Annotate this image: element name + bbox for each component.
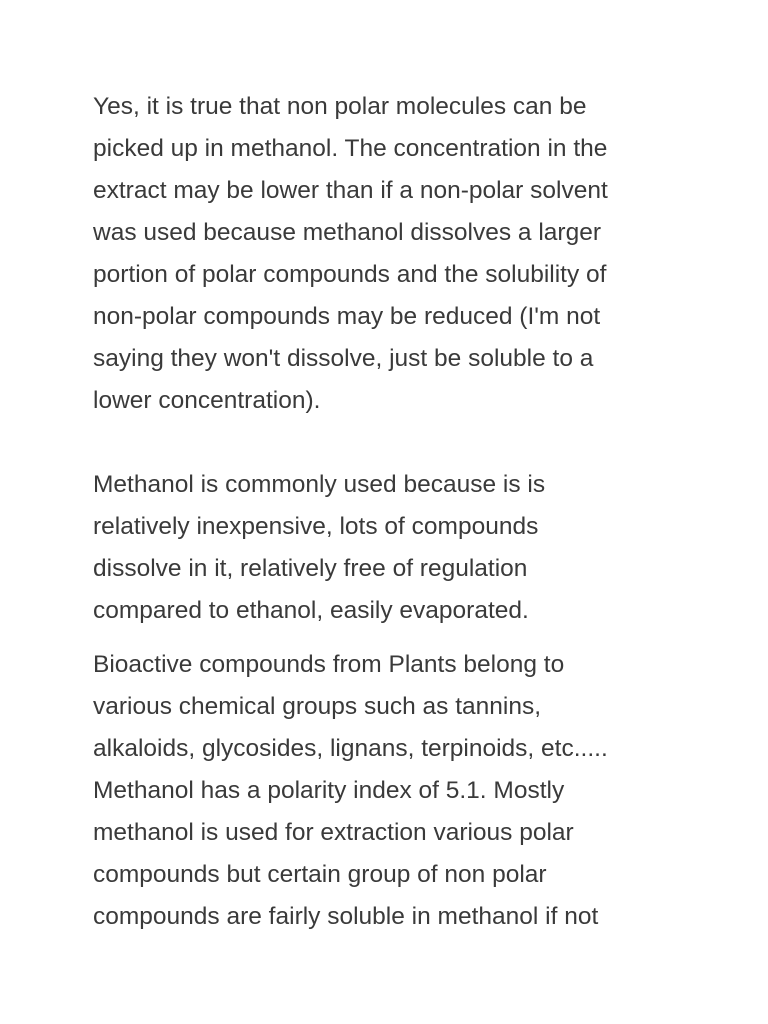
text-line: portion of polar compounds and the solubility of: [93, 261, 607, 288]
text-line: dissolve in it, relatively free of regulation: [93, 555, 528, 582]
text-line: lower concentration).: [93, 387, 321, 414]
text-line: Yes, it is true that non polar molecules can be: [93, 93, 587, 120]
text-line: Bioactive compounds from Plants belong to: [93, 651, 565, 678]
text-line: compounds are fairly soluble in methanol if not: [93, 903, 599, 930]
text-line: was used because methanol dissolves a larger: [93, 219, 601, 246]
text-line: Methanol has a polarity index of 5.1. Mostly: [93, 777, 565, 804]
document-body: [93, 86, 673, 938]
text-line: compared to ethanol, easily evaporated.: [93, 597, 529, 624]
text-line: compounds but certain group of non polar: [93, 861, 547, 888]
paragraph-2: [93, 464, 673, 632]
text-line: various chemical groups such as tannins,: [93, 693, 542, 720]
text-line: extract may be lower than if a non-polar solvent: [93, 177, 608, 204]
text-line: alkaloids, glycosides, lignans, terpinoids, etc.....: [93, 735, 608, 762]
paragraph-1: [93, 86, 673, 422]
text-line: methanol is used for extraction various polar: [93, 819, 574, 846]
paragraph-3: [93, 644, 673, 938]
text-line: picked up in methanol. The concentration in the: [93, 135, 608, 162]
text-line: non-polar compounds may be reduced (I'm not: [93, 303, 601, 330]
text-line: saying they won't dissolve, just be soluble to a: [93, 345, 594, 372]
text-line: Methanol is commonly used because is is: [93, 471, 546, 498]
text-line: relatively inexpensive, lots of compounds: [93, 513, 539, 540]
